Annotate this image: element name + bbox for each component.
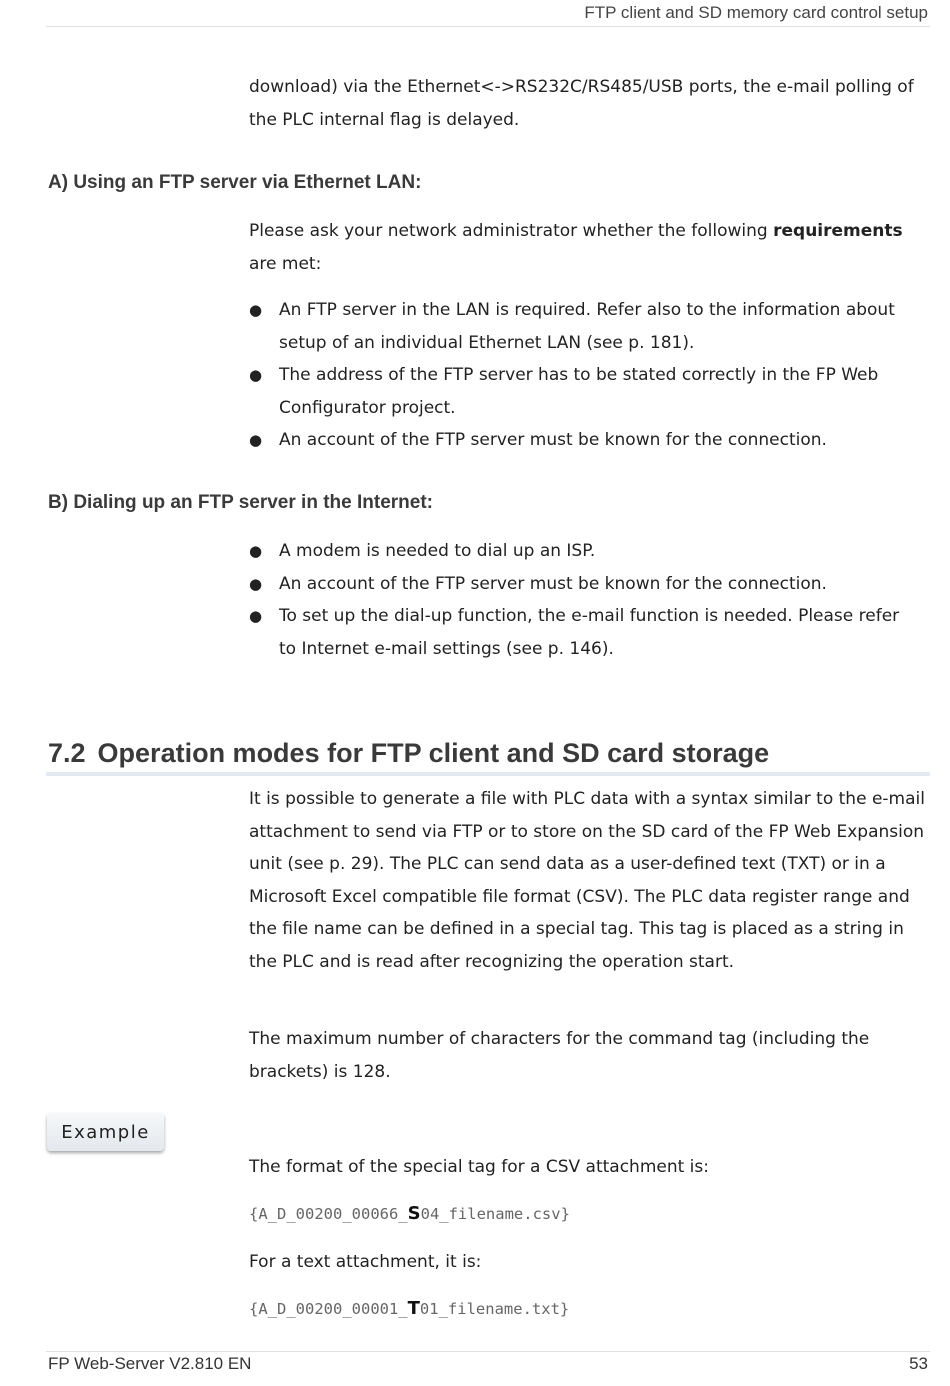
csv-code-sample: {A_D_00200_00066_S04_filename.csv} (249, 1203, 570, 1224)
example-label: Example (47, 1113, 164, 1151)
page-number: 53 (909, 1354, 928, 1373)
section-b-list (249, 535, 909, 665)
section-paragraph-1: It is possible to generate a file with PLC data with a syntax similar to the e-mail attachment to send via FTP or to store on the SD card of the FP Web Expansion unit (see p. 29). The PLC can send data as a user-defined text (TXT) or in a Microsoft Excel compatible file format (CSV). The PLC data register range and the file name can be defined in a special tag. This tag is placed as a string in the PLC and is read after recognizing the operation start. (249, 789, 925, 972)
requirements-emphasis: requirements (773, 221, 903, 241)
section-a-lead: Please ask your network administrator whether the following requirements are met: (249, 221, 903, 274)
list-item: ● An account of the FTP server must be known for the connection. (249, 573, 827, 594)
section-divider (46, 772, 930, 776)
section-number: 7.2 (48, 738, 86, 768)
page-header (46, 0, 930, 27)
intro-continuation: download) via the Ethernet<->RS232C/RS485/USB ports, the e-mail polling of the PLC internal flag is delayed. (249, 77, 914, 130)
section-a-list (249, 294, 909, 457)
footer-product: FP Web-Server V2.810 EN (48, 1354, 252, 1373)
header-title: FTP client and SD memory card control setup (584, 3, 928, 22)
list-item: ● The address of the FTP server has to be stated correctly in the FP Web Configurator project. (249, 365, 879, 418)
txt-code-sample: {A_D_00200_00001_T01_filename.txt} (249, 1298, 570, 1319)
footer-divider (46, 1351, 930, 1352)
section-title-text: Operation modes for FTP client and SD card storage (97, 738, 770, 768)
section-a-heading: A) Using an FTP server via Ethernet LAN: (48, 172, 422, 193)
section-title (48, 738, 769, 769)
list-item: ● An FTP server in the LAN is required. Refer also to the information about setup of an individual Ethernet LAN (see p. 181). (249, 300, 895, 353)
txt-format-key: T (407, 1298, 420, 1319)
section-paragraph-2: The maximum number of characters for the command tag (including the brackets) is 128. (249, 1029, 870, 1082)
csv-intro: The format of the special tag for a CSV attachment is: (249, 1157, 709, 1177)
list-item: ● A modem is needed to dial up an ISP. (249, 541, 596, 561)
list-item: ● An account of the FTP server must be known for the connection. (249, 430, 827, 450)
txt-intro: For a text attachment, it is: (249, 1252, 482, 1272)
csv-format-key: S (407, 1203, 421, 1224)
list-item: ● To set up the dial-up function, the e-mail function is needed. Please refer to Internet e-mail settings (see p. 146). (249, 606, 900, 659)
section-b-heading: B) Dialing up an FTP server in the Internet: (48, 492, 433, 513)
